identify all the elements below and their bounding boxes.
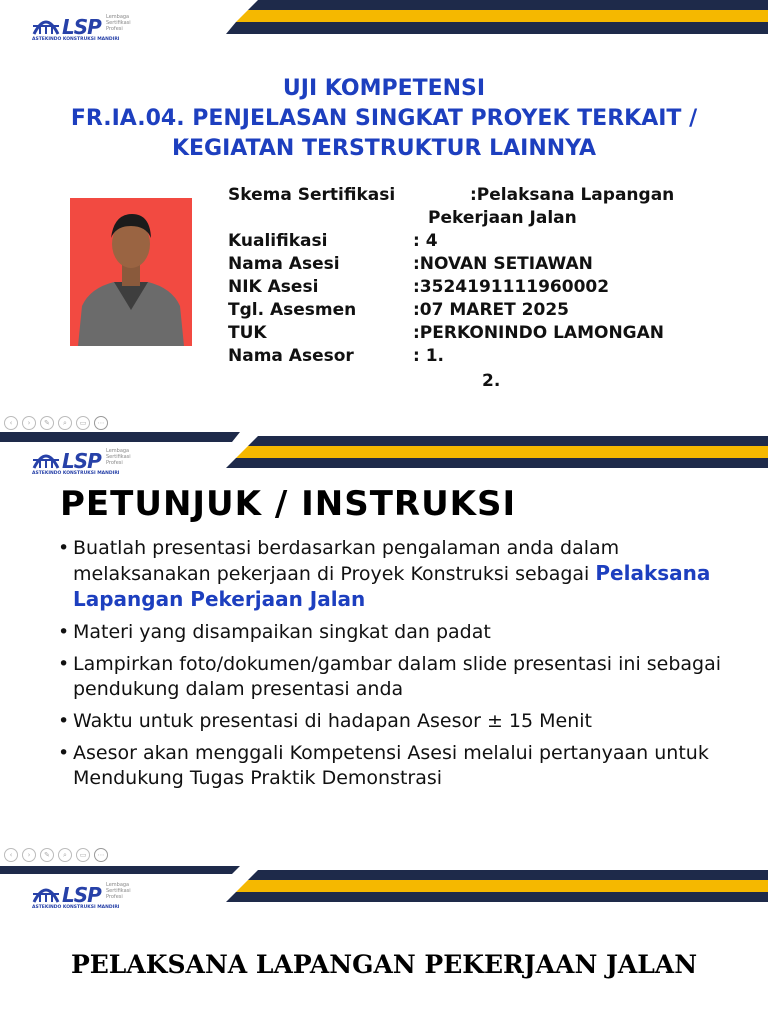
list-item [58, 652, 738, 702]
next-slide-icon[interactable]: › [22, 848, 36, 862]
nama-asesor-value-1: : 1. [413, 346, 445, 366]
logo-text: LSP [62, 15, 101, 39]
logo-subtitle: ASTEKINDO KONSTRUKSI MANDIRI [32, 471, 120, 476]
prev-slide-icon[interactable]: ‹ [4, 416, 18, 430]
logo-subtitle: ASTEKINDO KONSTRUKSI MANDIRI [32, 905, 120, 910]
logo-small-text: Lembaga Sertifikasi Profesi [106, 448, 131, 466]
instruction-list [58, 536, 738, 798]
list-item [58, 709, 738, 734]
tuk-value: :PERKONINDO LAMONGAN [413, 323, 665, 343]
instruction-title: PETUNJUK / INSTRUKSI [60, 484, 517, 524]
slide-nav-controls [4, 416, 108, 430]
zoom-icon[interactable]: ⌕ [58, 848, 72, 862]
slide-nav-controls [4, 848, 108, 862]
view-icon[interactable]: ▭ [76, 416, 90, 430]
tuk-label: TUK [228, 323, 267, 343]
kualifikasi-label: Kualifikasi [228, 231, 328, 251]
title-line-1: UJI KOMPETENSI [282, 76, 486, 101]
lsp-logo [32, 12, 142, 44]
pen-icon[interactable]: ✎ [40, 848, 54, 862]
slide-1 [0, 0, 768, 432]
skema-value-1: :Pelaksana Lapangan [470, 185, 675, 205]
skema-label: Skema Sertifikasi [228, 185, 396, 205]
pen-icon[interactable]: ✎ [40, 416, 54, 430]
logo-arch-icon [32, 880, 60, 904]
nama-asesor-label: Nama Asesor [228, 346, 354, 366]
nama-asesi-value: :NOVAN SETIAWAN [413, 254, 593, 274]
more-icon[interactable]: ⋯ [94, 848, 108, 862]
logo-subtitle: ASTEKINDO KONSTRUKSI MANDIRI [32, 37, 120, 42]
next-slide-icon[interactable]: › [22, 416, 36, 430]
more-icon[interactable]: ⋯ [94, 416, 108, 430]
bullet-text: Waktu untuk presentasi di hadapan Asesor ± 15 Menit [73, 710, 592, 732]
kualifikasi-value: : 4 [413, 231, 438, 251]
view-icon[interactable]: ▭ [76, 848, 90, 862]
lsp-logo [32, 880, 142, 912]
logo-text: LSP [62, 449, 101, 473]
person-photo-icon [70, 198, 192, 346]
nik-value: :3524191111960002 [413, 277, 610, 297]
bullet-text: Materi yang disampaikan singkat dan padat [73, 621, 491, 643]
list-item [58, 741, 738, 791]
bullet-text: Buatlah presentasi berdasarkan pengalaman anda dalam melaksanakan pekerjaan di Proyek Konstruksi sebagai [73, 537, 620, 585]
skema-value-2: Pekerjaan Jalan [428, 208, 577, 228]
highlight-text: Pelaksana Lapangan Pekerjaan Jalan [73, 561, 711, 611]
zoom-icon[interactable]: ⌕ [58, 416, 72, 430]
nama-asesor-value-2: 2. [482, 371, 501, 391]
tgl-asesmen-value: :07 MARET 2025 [413, 300, 569, 320]
asesi-photo [70, 198, 192, 346]
bullet-text: Lampirkan foto/dokumen/gambar dalam slide presentasi ini sebagai pendukung dalam presentasi anda [73, 653, 722, 700]
lsp-logo [32, 446, 142, 478]
bullet-text: Asesor akan menggali Kompetensi Asesi melalui pertanyaan untuk Mendukung Tugas Praktik Demonstrasi [73, 742, 709, 789]
title-line-2: FR.IA.04. PENJELASAN SINGKAT PROYEK TERKAIT / [70, 106, 698, 131]
logo-text: LSP [62, 883, 101, 907]
logo-arch-icon [32, 12, 60, 36]
tgl-asesmen-label: Tgl. Asesmen [228, 300, 357, 320]
logo-small-text: Lembaga Sertifikasi Profesi [106, 882, 131, 900]
nama-asesi-label: Nama Asesi [228, 254, 340, 274]
prev-slide-icon[interactable]: ‹ [4, 848, 18, 862]
title-line-3: KEGIATAN TERSTRUKTUR LAINNYA [171, 136, 597, 161]
slide-3 [0, 862, 768, 1024]
slide-3-title: PELAKSANA LAPANGAN PEKERJAAN JALAN [70, 950, 698, 979]
nik-label: NIK Asesi [228, 277, 319, 297]
slide-2 [0, 432, 768, 862]
list-item [58, 620, 738, 645]
logo-arch-icon [32, 446, 60, 470]
list-item [58, 536, 738, 613]
logo-small-text: Lembaga Sertifikasi Profesi [106, 14, 131, 32]
